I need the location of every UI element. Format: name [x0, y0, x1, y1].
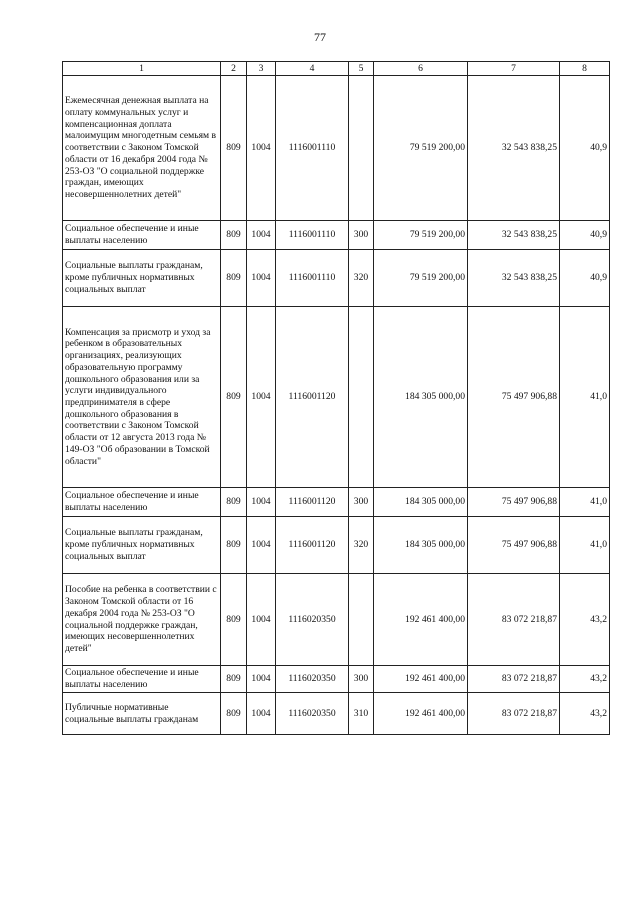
- plan-amount: 79 519 200,00: [374, 76, 468, 221]
- target-code: 1116001110: [276, 76, 349, 221]
- plan-amount: 192 461 400,00: [374, 693, 468, 735]
- table-row: [63, 76, 610, 221]
- fact-amount: 83 072 218,87: [468, 693, 560, 735]
- fact-amount: 83 072 218,87: [468, 574, 560, 666]
- grbs-code: 809: [221, 221, 247, 250]
- row-name: Публичные нормативные социальные выплаты гражданам: [63, 693, 221, 735]
- row-name: Социальное обеспечение и иные выплаты населению: [63, 221, 221, 250]
- grbs-code: 809: [221, 250, 247, 307]
- fact-amount: 75 497 906,88: [468, 307, 560, 488]
- target-code: 1116020350: [276, 693, 349, 735]
- target-code: 1116001120: [276, 517, 349, 574]
- target-code: 1116001120: [276, 307, 349, 488]
- percent-executed: 40,9: [560, 221, 610, 250]
- section-code: 1004: [247, 76, 276, 221]
- target-code: 1116001120: [276, 488, 349, 517]
- section-code: 1004: [247, 488, 276, 517]
- percent-executed: 40,9: [560, 250, 610, 307]
- column-header: 1: [63, 62, 221, 76]
- expense-type-code: 310: [349, 693, 374, 735]
- plan-amount: 192 461 400,00: [374, 574, 468, 666]
- plan-amount: 79 519 200,00: [374, 221, 468, 250]
- plan-amount: 184 305 000,00: [374, 488, 468, 517]
- percent-executed: 43,2: [560, 574, 610, 666]
- grbs-code: 809: [221, 76, 247, 221]
- percent-executed: 43,2: [560, 666, 610, 693]
- row-name: Социальные выплаты гражданам, кроме публичных нормативных социальных выплат: [63, 517, 221, 574]
- expense-type-code: 300: [349, 488, 374, 517]
- page-number: 77: [314, 30, 326, 44]
- target-code: 1116020350: [276, 666, 349, 693]
- percent-executed: 43,2: [560, 693, 610, 735]
- column-header: 5: [349, 62, 374, 76]
- fact-amount: 32 543 838,25: [468, 221, 560, 250]
- plan-amount: 184 305 000,00: [374, 517, 468, 574]
- row-name: Пособие на ребенка в соответствии с Законом Томской области от 16 декабря 2004 года № 253-ОЗ "О социальной поддержке граждан, имеющих несовершеннолетних детей": [63, 574, 221, 666]
- budget-table: [62, 61, 610, 735]
- section-code: 1004: [247, 666, 276, 693]
- table-row: [63, 488, 610, 517]
- fact-amount: 32 543 838,25: [468, 76, 560, 221]
- row-name: Социальное обеспечение и иные выплаты населению: [63, 488, 221, 517]
- column-header: 4: [276, 62, 349, 76]
- expense-type-code: [349, 574, 374, 666]
- row-name: Ежемесячная денежная выплата на оплату коммунальных услуг и компенсационная доплата малоимущим многодетным семьям в соответствии с Законом Томской области от 16 декабря 2004 года № 253-ОЗ "О социальной поддержке граждан, имеющих несовершеннолетних детей": [63, 76, 221, 221]
- grbs-code: 809: [221, 307, 247, 488]
- column-header: 8: [560, 62, 610, 76]
- percent-executed: 41,0: [560, 517, 610, 574]
- percent-executed: 40,9: [560, 76, 610, 221]
- fact-amount: 83 072 218,87: [468, 666, 560, 693]
- table-header-row: [63, 62, 610, 76]
- table-row: [63, 307, 610, 488]
- fact-amount: 75 497 906,88: [468, 488, 560, 517]
- column-header: 2: [221, 62, 247, 76]
- grbs-code: 809: [221, 517, 247, 574]
- grbs-code: 809: [221, 666, 247, 693]
- column-header: 7: [468, 62, 560, 76]
- section-code: 1004: [247, 574, 276, 666]
- section-code: 1004: [247, 693, 276, 735]
- target-code: 1116001110: [276, 221, 349, 250]
- expense-type-code: 320: [349, 517, 374, 574]
- section-code: 1004: [247, 517, 276, 574]
- target-code: 1116020350: [276, 574, 349, 666]
- expense-type-code: 300: [349, 666, 374, 693]
- section-code: 1004: [247, 250, 276, 307]
- plan-amount: 184 305 000,00: [374, 307, 468, 488]
- percent-executed: 41,0: [560, 488, 610, 517]
- row-name: Социальное обеспечение и иные выплаты населению: [63, 666, 221, 693]
- table-row: [63, 666, 610, 693]
- target-code: 1116001110: [276, 250, 349, 307]
- fact-amount: 75 497 906,88: [468, 517, 560, 574]
- expense-type-code: 300: [349, 221, 374, 250]
- table-row: [63, 693, 610, 735]
- table-row: [63, 574, 610, 666]
- table-row: [63, 517, 610, 574]
- grbs-code: 809: [221, 574, 247, 666]
- row-name: Компенсация за присмотр и уход за ребенком в образовательных организациях, реализующих образовательную программу дошкольного образования или за услуги индивидуального предпринимателя в сфере дошкольного образования в соответствии с Законом Томской области от 12 августа 2013 года № 149-ОЗ "Об образовании в Томской области": [63, 307, 221, 488]
- section-code: 1004: [247, 221, 276, 250]
- plan-amount: 79 519 200,00: [374, 250, 468, 307]
- grbs-code: 809: [221, 693, 247, 735]
- expense-type-code: 320: [349, 250, 374, 307]
- expense-type-code: [349, 76, 374, 221]
- grbs-code: 809: [221, 488, 247, 517]
- table-row: [63, 221, 610, 250]
- column-header: 3: [247, 62, 276, 76]
- percent-executed: 41,0: [560, 307, 610, 488]
- column-header: 6: [374, 62, 468, 76]
- fact-amount: 32 543 838,25: [468, 250, 560, 307]
- row-name: Социальные выплаты гражданам, кроме публичных нормативных социальных выплат: [63, 250, 221, 307]
- plan-amount: 192 461 400,00: [374, 666, 468, 693]
- table-row: [63, 250, 610, 307]
- section-code: 1004: [247, 307, 276, 488]
- expense-type-code: [349, 307, 374, 488]
